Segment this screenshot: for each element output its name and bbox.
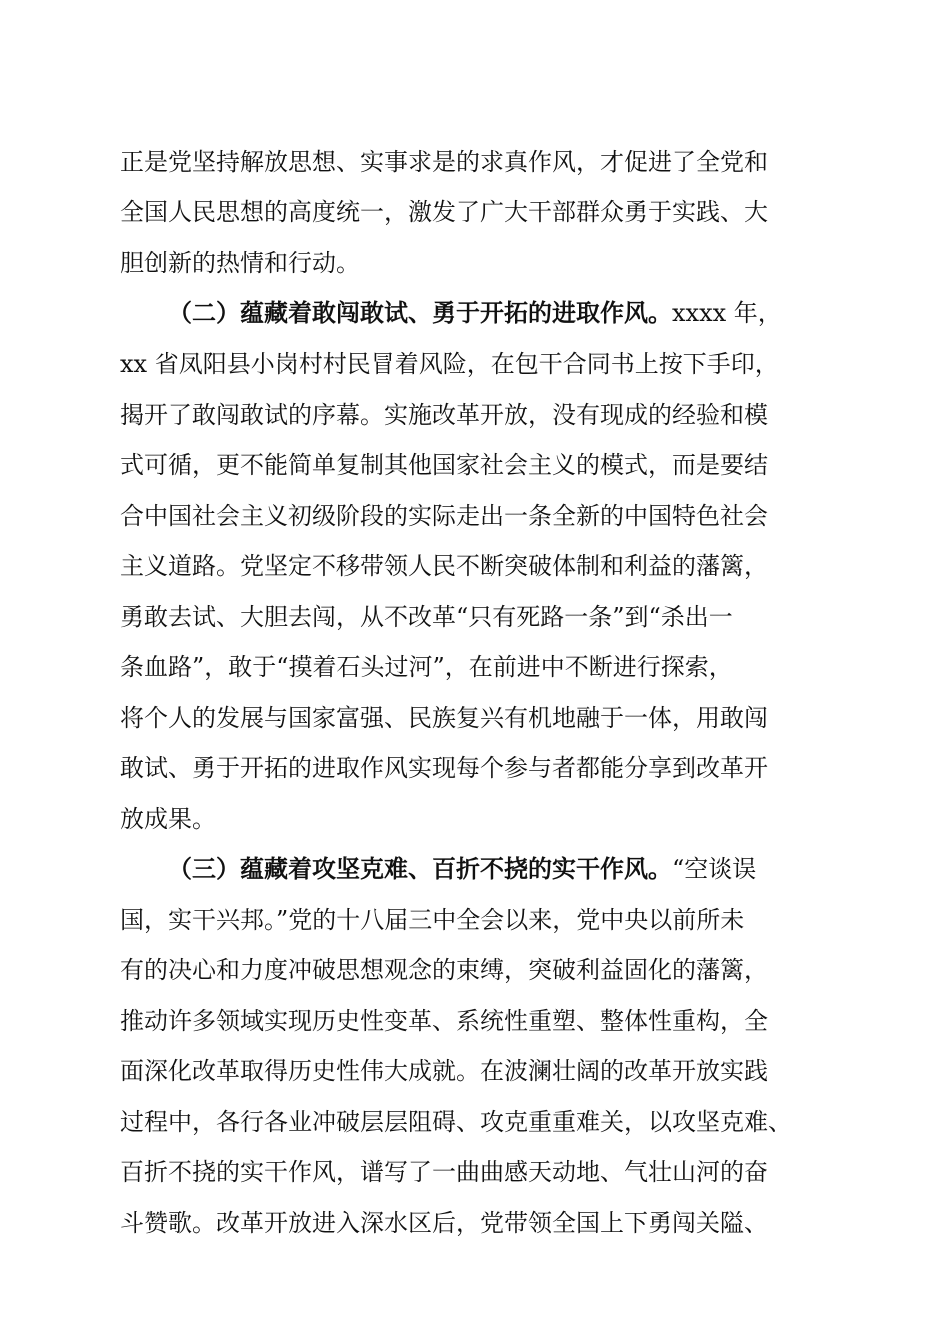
- section-heading-2: （二）蕴藏着敢闯敢试、勇于开拓的进取作风。: [168, 298, 672, 327]
- paragraph-2-lead-rest: xxxx 年，: [672, 299, 782, 327]
- paragraph-2-line-5: 合中国社会主义初级阶段的实际走出一条全新的中国特色社会: [120, 502, 768, 530]
- paragraph-2-first-line: [168, 298, 782, 328]
- paragraph-1-line-1: 正是党坚持解放思想、实事求是的求真作风，才促进了全党和: [120, 148, 768, 176]
- paragraph-2-line-9: 将个人的发展与国家富强、民族复兴有机地融于一体，用敢闯: [120, 704, 768, 732]
- paragraph-3-line-3: 有的决心和力度冲破思想观念的束缚，突破利益固化的藩篱，: [120, 956, 768, 984]
- paragraph-2-line-8: 条血路”，敢于“摸着石头过河”，在前进中不断进行探索，: [120, 653, 733, 681]
- paragraph-3-line-2: 国，实干兴邦。”党的十八届三中全会以来，党中央以前所未: [120, 906, 745, 934]
- paragraph-2-line-10: 敢试、勇于开拓的进取作风实现每个参与者都能分享到改革开: [120, 754, 768, 782]
- paragraph-3-line-8: 斗赞歌。改革开放进入深水区后，党带领全国上下勇闯关隘、: [120, 1209, 768, 1237]
- paragraph-3-lead-rest: “空谈误: [672, 855, 757, 883]
- paragraph-2-line-6: 主义道路。党坚定不移带领人民不断突破体制和利益的藩篱，: [120, 552, 768, 580]
- paragraph-2-line-11: 放成果。: [120, 805, 216, 833]
- paragraph-3-line-4: 推动许多领域实现历史性变革、系统性重塑、整体性重构，全: [120, 1007, 768, 1035]
- paragraph-3-line-6: 过程中，各行各业冲破层层阻碍、攻克重重难关，以攻坚克难、: [120, 1108, 792, 1136]
- paragraph-3-line-7: 百折不挠的实干作风，谱写了一曲曲感天动地、气壮山河的奋: [120, 1158, 768, 1186]
- paragraph-1-line-3: 胆创新的热情和行动。: [120, 249, 360, 277]
- paragraph-1-line-2: 全国人民思想的高度统一，激发了广大干部群众勇于实践、大: [120, 198, 768, 226]
- paragraph-2-line-4: 式可循，更不能简单复制其他国家社会主义的模式，而是要结: [120, 451, 768, 479]
- paragraph-2-line-3: 揭开了敢闯敢试的序幕。实施改革开放，没有现成的经验和模: [120, 401, 768, 429]
- section-heading-3: （三）蕴藏着攻坚克难、百折不挠的实干作风。: [168, 854, 672, 883]
- paragraph-2-line-7: 勇敢去试、大胆去闯，从不改革“只有死路一条”到“杀出一: [120, 603, 733, 631]
- paragraph-2-line-2: xx 省凤阳县小岗村村民冒着风险，在包干合同书上按下手印，: [120, 350, 779, 378]
- paragraph-3-line-5: 面深化改革取得历史性伟大成就。在波澜壮阔的改革开放实践: [120, 1057, 768, 1085]
- paragraph-3-first-line: [168, 854, 756, 884]
